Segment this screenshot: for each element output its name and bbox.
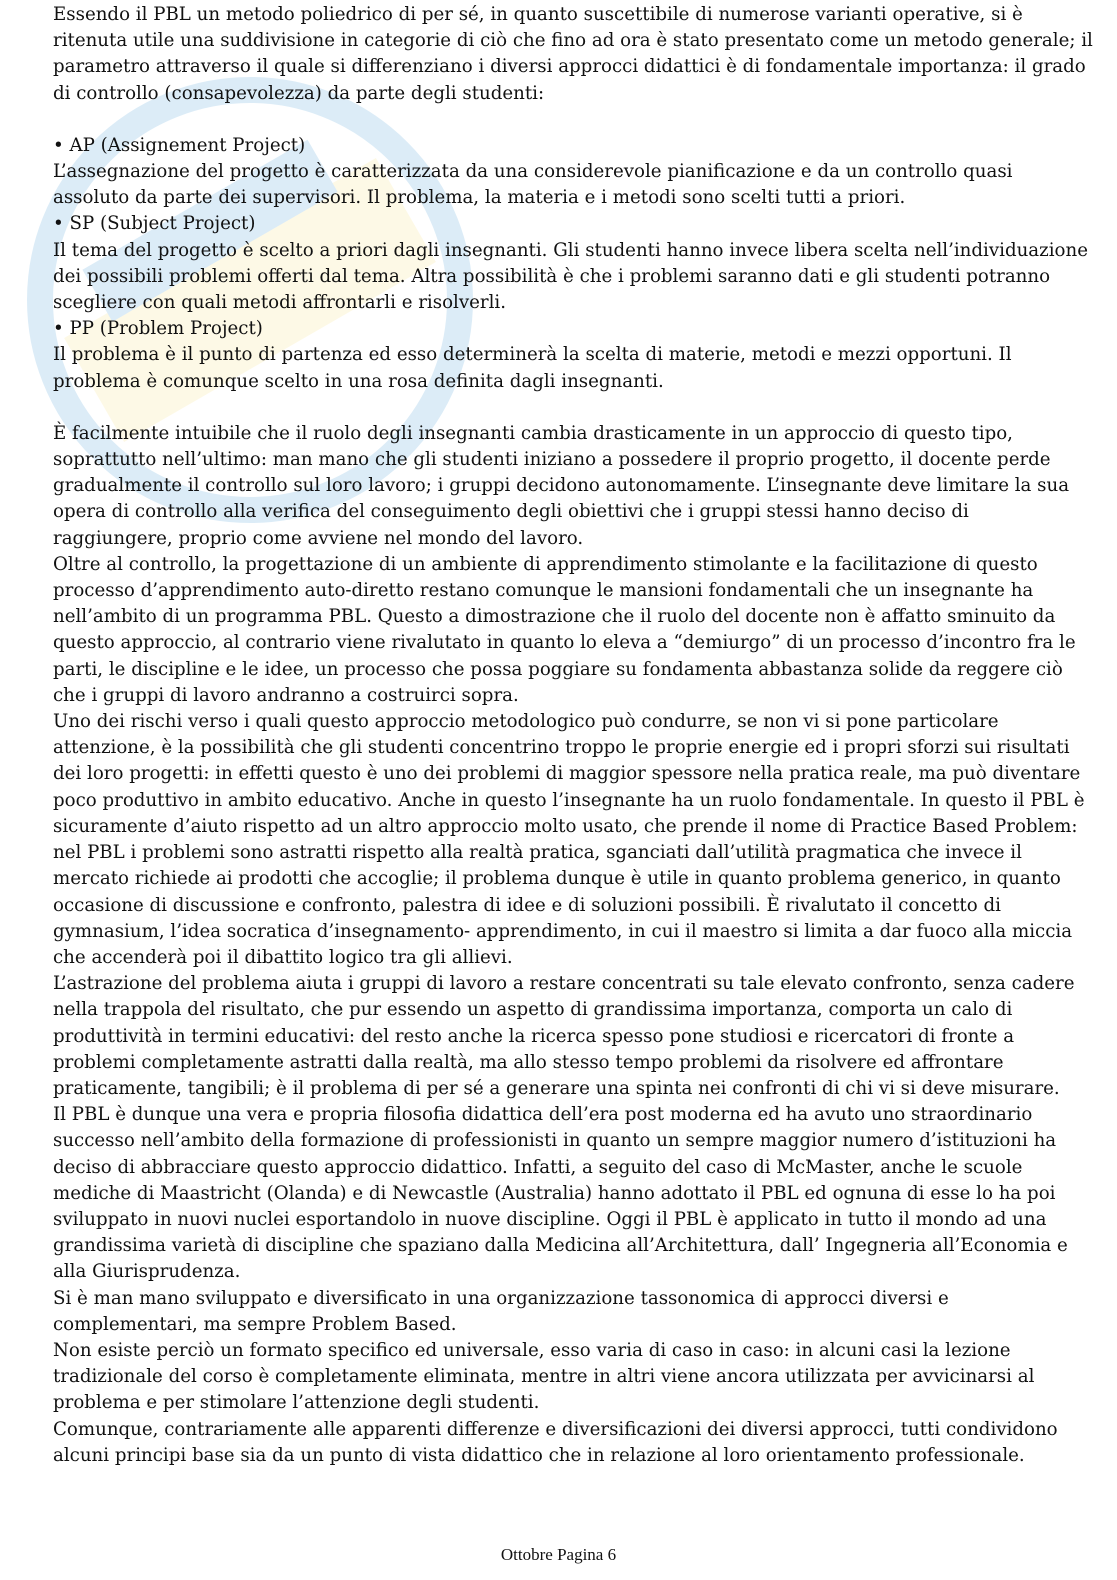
paragraph-control: Oltre al controllo, la progettazione di un ambiente di apprendimento stimolante e la facilitazione di questo processo d’apprendimento auto-diretto restano comunque le mansioni fondamentali che un insegnante ha nell’ambito di un programma PBL. Questo a dimostrazione che il ruolo del docente non è affatto sminuito da questo approccio, al contrario viene rivalutato in quanto lo eleva a “demiurgo” di un processo d’incontro fra le parti, le discipline e le idee, un processo che possa poggiare su fondamenta abbastanza solide da reggere ciò che i gruppi di lavoro andranno a costruirci sopra. xyxy=(53,553,1076,706)
bullet-ap: • AP (Assignement Project) xyxy=(53,134,306,156)
paragraph-teachers-role: È facilmente intuibile che il ruolo degli insegnanti cambia drasticamente in un approccio di questo tipo, soprattutto nell’ultimo: man mano che gli studenti iniziano a possedere il proprio progetto, il docente perde gradualmente il controllo sul loro lavoro; i gruppi decidono autonomamente. L’insegnante deve limitare la sua opera di controllo alla verifica del conseguimento degli obiettivi che i gruppi stessi hanno deciso di raggiungere, proprio come avviene nel mondo del lavoro. xyxy=(53,422,1070,549)
bullet-sp: • SP (Subject Project) xyxy=(53,213,256,235)
paragraph-risks: Uno dei rischi verso i quali questo approccio metodologico può condurre, se non vi si pone particolare attenzione, è la possibilità che gli studenti concentrino troppo le proprie energie ed i propri sforzi sui risultati dei loro progetti: in effetti questo è uno dei problemi di maggior spessore nella pratica reale, ma può diventare poco produttivo in ambito educativo. Anche in questo l’insegnante ha un ruolo fondamentale. In questo il PBL è sicuramente d’aiuto rispetto ad un altro approccio molto usato, che prende il nome di Practice Based Problem: nel PBL i problemi sono astratti rispetto alla realtà pratica, sganciati dall’utilità pragmatica che invece il mercato richiede ai prodotti che accoglie; il problema dunque è utile in quanto problema generico, in quanto occasione di discussione e confronto, palestra di idee e di soluzioni possibili. È rivalutato il concetto di gymnasium, l’idea socratica d’insegnamento- apprendimento, in cui il maestro si limita a dar fuoco alla miccia che accenderà poi il dibattito logico tra gli allievi. xyxy=(53,711,1085,968)
page-footer: Ottobre Pagina 6 xyxy=(500,1545,617,1564)
paragraph-format: Non esiste perciò un formato specifico ed universale, esso varia di caso in caso: in alcuni casi la lezione tradizionale del corso è completamente eliminata, mentre in altri viene ancora utilizzata per avvicinarsi al problema e per stimolare l’attenzione degli studenti. xyxy=(53,1339,1035,1414)
paragraph-pp: Il problema è il punto di partenza ed esso determinerà la scelta di materie, metodi e mezzi opportuni. Il problema è comunque scelto in una rosa definita dagli insegnanti. xyxy=(53,344,1012,392)
paragraph-ap: L’assegnazione del progetto è caratterizzata da una considerevole pianificazione e da un controllo quasi assoluto da parte dei supervisori. Il problema, la materia e i metodi sono scelti tutti a priori. xyxy=(53,161,1013,209)
paragraph-principles: Comunque, contrariamente alle apparenti differenze e diversificazioni dei diversi approcci, tutti condividono alcuni principi base sia da un punto di vista didattico che in relazione al loro orientamento professionale. xyxy=(53,1418,1058,1466)
paragraph-taxonomy: Si è man mano sviluppato e diversificato in una organizzazione tassonomica di approcci diversi e complementari, ma sempre Problem Based. xyxy=(53,1287,949,1335)
paragraph-abstraction: L’astrazione del problema aiuta i gruppi di lavoro a restare concentrati su tale elevato confronto, senza cadere nella trappola del risultato, che pur essendo un aspetto di grandissima importanza, comporta un calo di produttività in termini educativi: del resto anche la ricerca spesso pone studiosi e ricercatori di fronte a problemi completamente astratti dalla realtà, ma allo stesso tempo problemi da risolvere ed affrontare praticamente, tangibili; è il problema di per sé a generare una spinta nei confronti di chi vi si deve misurare. xyxy=(53,973,1075,1099)
paragraph-intro: Essendo il PBL un metodo poliedrico di per sé, in quanto suscettibile di numerose varianti operative, si è ritenuta utile una suddivisione in categorie di ciò che fino ad ora è stato presentato come un metodo generale; il parametro attraverso il quale si differenziano i diversi approcci didattici è di fondamentale importanza: il grado di controllo (consapevolezza) da parte degli studenti: xyxy=(53,4,1093,104)
bullet-pp: • PP (Problem Project) xyxy=(53,318,263,340)
paragraph-philosophy: Il PBL è dunque una vera e propria filosofia didattica dell’era post moderna ed ha avuto uno straordinario successo nell’ambito della formazione di professionisti in quanto un sempre maggior numero d’istituzioni ha deciso di abbracciare questo approccio didattico. Infatti, a seguito del caso di McMaster, anche le scuole mediche di Maastricht (Olanda) e di Newcastle (Australia) hanno adottato il PBL ed ognuna di esse lo ha poi sviluppato in nuovi nuclei esportandolo in nuove discipline. Oggi il PBL è applicato in tutto il mondo ad una grandissima varietà di discipline che spaziano dalla Medicina all’Architettura, dall’ Ingegneria all’Economia e alla Giurisprudenza. xyxy=(53,1104,1068,1283)
paragraph-sp: Il tema del progetto è scelto a priori dagli insegnanti. Gli studenti hanno invece libera scelta nell’individuazione dei possibili problemi offerti dal tema. Altra possibilità è che i problemi saranno dati e gli studenti potranno scegliere con quali metodi affrontarli e risolverli. xyxy=(53,239,1088,314)
document-body xyxy=(53,2,1093,1469)
